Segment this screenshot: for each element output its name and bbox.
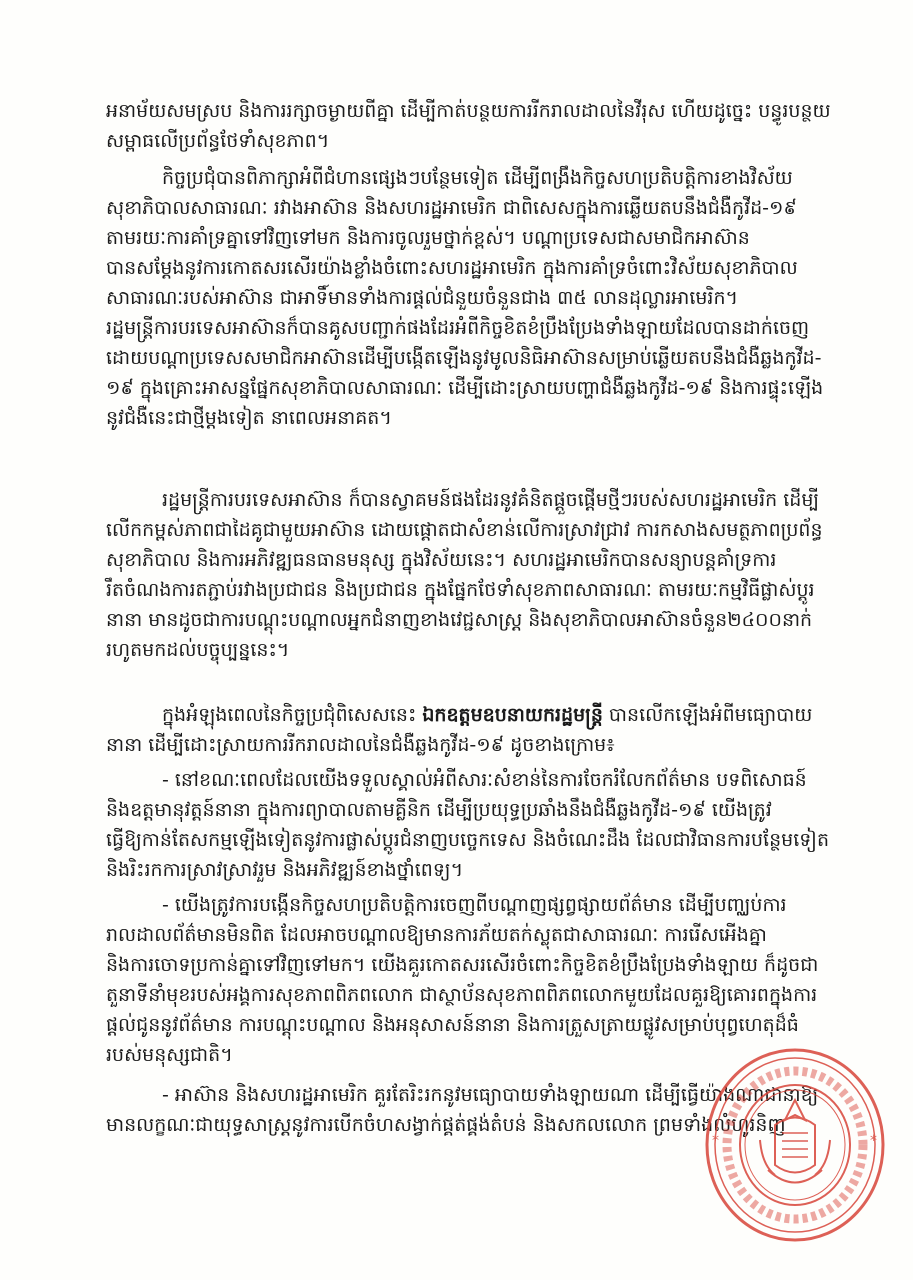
paragraph-special-meeting: [106, 700, 858, 760]
text-line: រាលដាលព័ត៌មានមិនពិត ដែលអាចបណ្ដាលឱ្យមានការភ័យតក់ស្លុតជាសាធារណៈ ការរើសអើងគ្នា: [106, 924, 767, 946]
text-line: និងរិះរកការស្រាវស្រាវរួម និងអភិវឌ្ឍន៍ខាងថ្នាំពេទ្យ។: [106, 859, 464, 881]
bullet-information-sharing: [106, 765, 858, 885]
text-line: សម្ពាធលើប្រព័ន្ធថែទាំសុខភាព។: [106, 130, 330, 152]
official-seal-icon: [700, 1045, 890, 1245]
text-line: និងការចោទប្រកាន់គ្នាទៅវិញទៅមក។ យើងគួរកោតសរសើរចំពោះកិច្ចខិតខំប្រឹងប្រែងទាំងឡាយ ក៏ដូចជា: [106, 954, 819, 976]
text-line: សាធារណៈរបស់អាស៊ាន ជាអាទិ៍មានទាំងការផ្ដល់ជំនួយចំនួនជាង ៣៥ លានដុល្លារអាមេរិក។: [106, 287, 739, 309]
text-line: នានា ដើម្បីដោះស្រាយការរីករាលដាលនៃជំងឺឆ្លងកូវីដ-១៩ ដូចខាងក្រោម៖: [106, 734, 615, 756]
text-line: ១៩ ក្នុងគ្រោះអាសន្នផ្នែកសុខាភិបាលសាធារណៈ ដើម្បីដោះស្រាយបញ្ហាជំងឺឆ្លងកូវីដ-១៩ និងការផ្ទុះឡើង: [106, 377, 824, 399]
text-line: តាមរយៈការគាំទ្រគ្នាទៅវិញទៅមក និងការចូលរួមថ្នាក់ខ្ពស់។ បណ្ដាប្រទេសជាសមាជិកអាស៊ាន: [106, 227, 750, 249]
text-line: មានលក្ខណៈជាយុទ្ធសាស្ត្រនូវការបើកចំហសង្វាក់ផ្គត់ផ្គង់តំបន់ និងសកលលោក ព្រមទាំងលំហូរនិញ: [106, 1114, 786, 1136]
text-line: ដោយបណ្ដាប្រទេសសមាជិកអាស៊ានដើម្បីបង្កើតឡើងនូវមូលនិធិអាស៊ានសម្រាប់ឆ្លើយតបនឹងជំងឺឆ្លងកូវីដ-: [106, 347, 822, 369]
text-line: រឹតចំណងការតភ្ជាប់រវាងប្រជាជន និងប្រជាជន ក្នុងផ្នែកថែទាំសុខភាពសាធារណៈ តាមរយៈកម្មវិធីផ្លាស់ប្ដូរ: [106, 579, 815, 601]
text-line: លើកកម្ពស់ភាពជាដៃគូជាមួយអាស៊ាន ដោយផ្ដោតជាសំខាន់លើការស្រាវជ្រាវ ការកសាងសមត្ថភាពប្រព័ន្ធ: [106, 519, 823, 541]
text-line: រដ្ឋមន្ត្រីការបរទេសអាស៊ានក៏បានគូសបញ្ជាក់ផងដែរអំពីកិច្ចខិតខំប្រឹងប្រែងទាំងឡាយដែលបានដាក់ចេញ: [106, 317, 810, 339]
text-line: របស់មនុស្សជាតិ។: [106, 1044, 233, 1066]
text-line: សុខាភិបាលសាធារណៈ រវាងអាស៊ាន និងសហរដ្ឋអាមេរិក ជាពិសេសក្នុងការឆ្លើយតបនឹងជំងឺកូវីដ-១៩: [106, 197, 797, 219]
text-line: រដ្ឋមន្ត្រីការបរទេសអាស៊ាន ក៏បានស្វាគមន៍ផងដែរនូវគំនិតផ្ដួចផ្ដើមថ្មីៗរបស់សហរដ្ឋអាមេរិក ដើម្បី: [162, 489, 820, 511]
text-line: រហូតមកដល់បច្ចុប្បន្ននេះ។: [106, 639, 290, 661]
text-line: តួនាទីនាំមុខរបស់អង្គការសុខភាពពិភពលោក ជាស្ថាប័នសុខភាពពិភពលោកមួយដែលគួរឱ្យគោរពក្នុងការ: [106, 984, 818, 1006]
text-line: - យើងត្រូវការបង្កើនកិច្ចសហប្រតិបត្តិការចេញពីបណ្ដាញផ្សព្វផ្សាយព័ត៌មាន ដើម្បីបញ្ឈប់ការ: [162, 894, 787, 916]
paragraph-health-cooperation: [106, 163, 858, 433]
paragraph-continuation: [106, 96, 858, 156]
official-title: ឯកឧត្តមឧបនាយករដ្ឋមន្ត្រី: [422, 704, 603, 726]
text-line: សុខាភិបាល និងការអភិវឌ្ឍធនធានមនុស្ស ក្នុងវិស័យនេះ។ សហរដ្ឋអាមេរិកបានសន្យាបន្តគាំទ្រការ: [106, 549, 777, 571]
text-line: [106, 700, 858, 730]
text-line: និងឧត្តមានុវត្តន៍នានា ក្នុងការព្យាបាលតាមគ្លីនិក ដើម្បីប្រយុទ្ធប្រឆាំងនឹងជំងឺឆ្លងកូវីដ-១៩ យើងត្រូវ: [106, 799, 772, 821]
text-line: នានា មានដូចជាការបណ្ដុះបណ្ដាលអ្នកជំនាញខាងវេជ្ជសាស្ត្រ និងសុខាភិបាលអាស៊ានចំនួន២៤០០នាក់: [106, 609, 813, 631]
text-line: អនាម័យសមស្រប និងការរក្សាចម្ងាយពីគ្នា ដើម្បីកាត់បន្ថយការរីករាលដាលនៃវីរុស ហើយដូច្នេះ បន្ធូរបន្ថយ: [106, 100, 831, 122]
svg-text:*: *: [870, 1133, 877, 1149]
text-line: បានសម្ដែងនូវការកោតសរសើរយ៉ាងខ្លាំងចំពោះសហរដ្ឋអាមេរិក ក្នុងការគាំទ្រចំពោះវិស័យសុខាភិបាល: [106, 257, 798, 279]
tail-text: បានលើកឡើងអំពីមធ្យោបាយ: [602, 704, 813, 726]
lead-text: ក្នុងអំឡុងពេលនៃកិច្ចប្រជុំពិសេសនេះ: [162, 704, 423, 726]
bullet-misinformation: [106, 890, 858, 1070]
text-line: ធ្វើឱ្យកាន់តែសកម្មឡើងទៀតនូវការផ្លាស់ប្ដូរជំនាញបច្ចេកទេស និងចំណេះដឹង ដែលជាវិធានការបន្ថែមទៀត: [106, 829, 830, 851]
text-line: - នៅខណៈពេលដែលយើងទទួលស្គាល់អំពីសារៈសំខាន់នៃការចែករំលែកព័ត៌មាន បទពិសោធន៍: [162, 769, 807, 791]
text-line: នូវជំងឺនេះជាថ្មីម្ដងទៀត នាពេលអនាគត។: [106, 407, 392, 429]
text-line: ផ្ដល់ជូននូវព័ត៌មាន ការបណ្ដុះបណ្ដាល និងអនុសាសន៍នានា និងការត្រួសត្រាយផ្លូវសម្រាប់បុព្វហេតុដ៏ធំ: [106, 1014, 799, 1036]
text-line: - អាស៊ាន និងសហរដ្ឋអាមេរិក គួរតែរិះរកនូវមធ្យោបាយទាំងឡាយណា ដើម្បីធ្វើយ៉ាងណាជានាឱ្យ: [162, 1084, 819, 1106]
text-line: កិច្ចប្រជុំបានពិភាក្សាអំពីជំហានផ្សេងៗបន្ថែមទៀត ដើម្បីពង្រឹងកិច្ចសហប្រតិបត្តិការខាងវិស័យ: [162, 167, 793, 189]
svg-text:*: *: [712, 1133, 719, 1149]
paragraph-us-initiatives: [106, 485, 858, 665]
